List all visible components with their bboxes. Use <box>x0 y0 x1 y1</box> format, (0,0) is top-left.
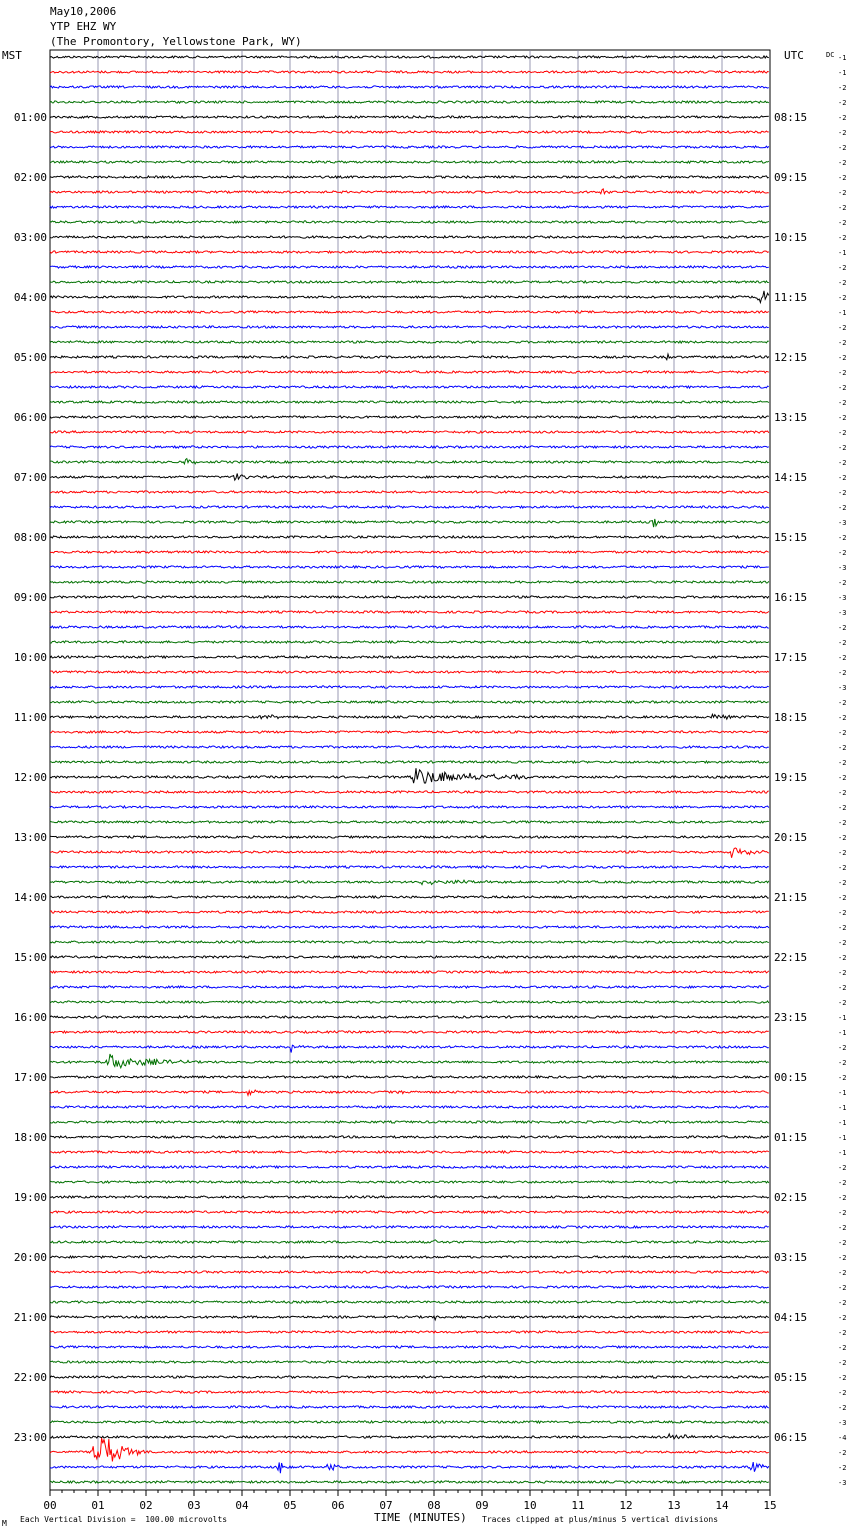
dc-offset-label: -2 <box>838 1044 847 1052</box>
right-hour-label: 04:15 <box>774 1311 808 1324</box>
left-hour-label: 14:00 <box>13 891 47 904</box>
dc-offset-label: -2 <box>838 639 847 647</box>
seismic-trace <box>50 291 769 303</box>
dc-offset-label: -2 <box>838 759 847 767</box>
dc-offset-label: -2 <box>838 1344 847 1352</box>
seismic-trace <box>50 1434 769 1439</box>
right-hour-label: 09:15 <box>774 171 808 184</box>
seismic-trace <box>50 1301 769 1303</box>
seismic-trace <box>50 1376 769 1378</box>
dc-offset-label: -1 <box>838 1149 847 1157</box>
seismic-trace <box>50 926 769 928</box>
dc-offset-label: -2 <box>838 399 847 407</box>
x-tick-label: 07 <box>379 1499 393 1512</box>
seismic-trace <box>50 176 769 178</box>
dc-offset-label: -2 <box>838 1314 847 1322</box>
left-hour-label: 06:00 <box>13 411 47 424</box>
seismic-trace <box>50 86 769 88</box>
left-hour-label: 13:00 <box>13 831 47 844</box>
seismic-trace <box>50 506 769 508</box>
left-hour-label: 07:00 <box>13 471 47 484</box>
dc-offset-label: -2 <box>838 1284 847 1292</box>
right-hour-label: 22:15 <box>774 951 808 964</box>
dc-offset-label: -2 <box>838 1224 847 1232</box>
dc-offset-label: -2 <box>838 429 847 437</box>
seismic-trace <box>50 848 769 858</box>
dc-offset-label: -2 <box>838 99 847 107</box>
seismic-trace <box>50 686 769 688</box>
dc-offset-label: -2 <box>838 879 847 887</box>
dc-offset-label: -2 <box>838 1359 847 1367</box>
dc-offset-label: -2 <box>838 1449 847 1457</box>
seismic-trace <box>50 146 769 148</box>
seismic-trace <box>50 311 769 313</box>
seismic-trace <box>50 56 769 58</box>
dc-offset-label: -2 <box>838 1404 847 1412</box>
dc-offset-label: -2 <box>838 819 847 827</box>
seismic-trace <box>50 386 769 388</box>
seismic-trace <box>50 701 769 703</box>
seismic-trace <box>50 536 769 538</box>
seismic-trace <box>50 116 769 118</box>
left-timezone: MST <box>2 49 22 62</box>
left-hour-label: 11:00 <box>13 711 47 724</box>
seismic-trace <box>50 806 769 808</box>
dc-offset-label: -1 <box>838 69 847 77</box>
seismic-trace <box>50 1045 769 1052</box>
seismic-trace <box>50 611 769 613</box>
dc-offset-label: -4 <box>838 1434 847 1442</box>
right-hour-label: 20:15 <box>774 831 808 844</box>
left-hour-label: 18:00 <box>13 1131 47 1144</box>
seismic-trace <box>50 401 769 403</box>
left-hour-label: 17:00 <box>13 1071 47 1084</box>
left-hour-label: 05:00 <box>13 351 47 364</box>
dc-offset-label: -2 <box>838 279 847 287</box>
right-hour-label: 23:15 <box>774 1011 808 1024</box>
seismic-trace <box>50 1181 769 1183</box>
station-code: YTP EHZ WY <box>50 20 117 33</box>
dc-offset-label: -2 <box>838 294 847 302</box>
dc-offset-label: -2 <box>838 744 847 752</box>
seismic-trace <box>50 1031 769 1033</box>
seismic-trace <box>50 1211 769 1213</box>
seismic-trace <box>50 474 769 481</box>
seismic-trace <box>50 1054 769 1068</box>
dc-offset-label: -2 <box>838 654 847 662</box>
dc-offset-label: -2 <box>838 219 847 227</box>
dc-offset-label: -2 <box>838 1254 847 1262</box>
seismic-trace <box>50 596 769 598</box>
seismic-trace <box>50 371 769 373</box>
dc-offset-label: -2 <box>838 339 847 347</box>
seismic-trace <box>50 491 769 493</box>
dc-offset-label: -2 <box>838 714 847 722</box>
scale-note: Each Vertical Division = 100.00 microvolts <box>20 1515 228 1524</box>
dc-offset-label: -1 <box>838 1014 847 1022</box>
right-hour-label: 08:15 <box>774 111 808 124</box>
dc-offset-label: -2 <box>838 354 847 362</box>
seismic-trace <box>50 566 769 568</box>
seismic-trace <box>50 101 769 103</box>
left-hour-label: 09:00 <box>13 591 47 604</box>
left-hour-label: 08:00 <box>13 531 47 544</box>
dc-offset-label: -2 <box>838 834 847 842</box>
dc-offset-label: -2 <box>838 774 847 782</box>
left-hour-label: 23:00 <box>13 1431 47 1444</box>
dc-offset-label: -1 <box>838 1089 847 1097</box>
seismic-trace <box>50 326 769 328</box>
seismic-trace <box>50 731 769 733</box>
dc-offset-label: -2 <box>838 1329 847 1337</box>
dc-offset-label: -2 <box>838 174 847 182</box>
dc-offset-label: -2 <box>838 1164 847 1172</box>
seismic-trace <box>50 971 769 973</box>
x-tick-label: 02 <box>139 1499 153 1512</box>
seismic-trace <box>50 1240 769 1243</box>
dc-offset-label: -2 <box>838 414 847 422</box>
dc-offset-label: -2 <box>838 459 847 467</box>
seismic-trace <box>50 161 769 163</box>
dc-offset-label: -2 <box>838 624 847 632</box>
dc-offset-label: -3 <box>838 519 847 527</box>
dc-offset-label: -2 <box>838 534 847 542</box>
plot-frame <box>50 50 770 1490</box>
dc-offset-label: -2 <box>838 1374 847 1382</box>
dc-offset-label: -2 <box>838 504 847 512</box>
seismic-trace <box>50 1001 769 1003</box>
seismic-trace <box>50 1286 769 1288</box>
seismic-trace <box>50 941 769 943</box>
seismic-trace <box>50 1106 769 1108</box>
x-tick-label: 12 <box>619 1499 633 1512</box>
x-tick-label: 15 <box>763 1499 777 1512</box>
seismic-trace <box>50 1331 769 1333</box>
left-hour-label: 21:00 <box>13 1311 47 1324</box>
seismic-trace <box>50 791 769 793</box>
dc-offset-label: -2 <box>838 384 847 392</box>
dc-offset-label: -2 <box>838 864 847 872</box>
x-tick-label: 06 <box>331 1499 345 1512</box>
seismic-trace <box>50 236 769 238</box>
right-hour-label: 13:15 <box>774 411 808 424</box>
dc-offset-label: -2 <box>838 204 847 212</box>
seismic-trace <box>50 1016 769 1018</box>
dc-offset-label: -3 <box>838 1419 847 1427</box>
seismic-trace <box>50 519 769 527</box>
seismic-trace <box>50 131 769 133</box>
seismic-trace <box>50 1316 769 1320</box>
dc-offset-label: -2 <box>838 669 847 677</box>
seismic-trace <box>50 266 769 268</box>
dc-label: DC <box>826 51 835 59</box>
right-timezone: UTC <box>784 49 804 62</box>
record-date: May10,2006 <box>50 5 117 18</box>
x-tick-label: 03 <box>187 1499 201 1512</box>
left-hour-label: 01:00 <box>13 111 47 124</box>
seismic-trace <box>50 354 769 360</box>
seismic-trace <box>50 1136 769 1138</box>
seismic-trace <box>50 221 769 223</box>
seismic-trace <box>50 581 769 583</box>
right-hour-label: 18:15 <box>774 711 808 724</box>
seismic-trace <box>50 956 769 958</box>
x-tick-label: 10 <box>523 1499 537 1512</box>
seismic-trace <box>50 911 769 913</box>
dc-offset-label: -2 <box>838 1464 847 1472</box>
left-hour-label: 19:00 <box>13 1191 47 1204</box>
dc-offset-label: -2 <box>838 1389 847 1397</box>
right-hour-label: 21:15 <box>774 891 808 904</box>
dc-offset-label: -2 <box>838 549 847 557</box>
right-hour-label: 15:15 <box>774 531 808 544</box>
x-tick-label: 09 <box>475 1499 489 1512</box>
seismic-trace <box>50 626 769 628</box>
x-tick-label: 14 <box>715 1499 729 1512</box>
dc-offset-label: -2 <box>838 159 847 167</box>
seismic-trace <box>50 431 769 433</box>
right-hour-label: 11:15 <box>774 291 808 304</box>
seismic-trace <box>50 866 769 868</box>
dc-offset-label: -2 <box>838 579 847 587</box>
right-hour-label: 06:15 <box>774 1431 808 1444</box>
seismic-trace <box>50 416 769 418</box>
seismic-trace <box>50 821 769 823</box>
dc-offset-label: -1 <box>838 1104 847 1112</box>
dc-offset-label: -3 <box>838 594 847 602</box>
left-hour-label: 20:00 <box>13 1251 47 1264</box>
dc-offset-label: -2 <box>838 984 847 992</box>
dc-offset-label: -2 <box>838 1074 847 1082</box>
right-hour-label: 16:15 <box>774 591 808 604</box>
seismic-trace <box>50 1271 769 1273</box>
seismic-trace <box>50 1462 769 1473</box>
seismic-trace <box>50 1166 769 1168</box>
dc-offset-label: -2 <box>838 1299 847 1307</box>
dc-offset-label: -2 <box>838 474 847 482</box>
seismic-trace <box>50 836 769 838</box>
seismic-trace <box>50 641 769 643</box>
seismic-trace <box>50 746 769 748</box>
dc-offset-label: -2 <box>838 999 847 1007</box>
seismic-trace <box>50 1406 769 1408</box>
right-hour-label: 05:15 <box>774 1371 808 1384</box>
dc-offset-label: -1 <box>838 54 847 62</box>
left-hour-label: 10:00 <box>13 651 47 664</box>
seismic-trace <box>50 1076 769 1078</box>
right-hour-label: 19:15 <box>774 771 808 784</box>
dc-offset-label: -2 <box>838 489 847 497</box>
dc-offset-label: -2 <box>838 444 847 452</box>
seismic-trace <box>50 1256 769 1258</box>
seismic-trace <box>50 206 769 208</box>
dc-offset-label: -2 <box>838 264 847 272</box>
seismic-trace <box>50 1151 769 1153</box>
right-hour-label: 01:15 <box>774 1131 808 1144</box>
dc-offset-label: -2 <box>838 924 847 932</box>
x-tick-label: 05 <box>283 1499 297 1512</box>
corner-mark: M <box>2 1519 7 1528</box>
seismic-trace <box>50 986 769 988</box>
dc-offset-label: -2 <box>838 369 847 377</box>
seismic-trace <box>50 71 769 73</box>
left-hour-label: 15:00 <box>13 951 47 964</box>
seismic-trace <box>50 251 769 253</box>
dc-offset-label: -2 <box>838 699 847 707</box>
seismic-trace <box>50 1196 769 1198</box>
seismic-trace <box>50 189 769 194</box>
left-hour-label: 16:00 <box>13 1011 47 1024</box>
dc-offset-label: -2 <box>838 189 847 197</box>
dc-offset-label: -2 <box>838 954 847 962</box>
dc-offset-label: -3 <box>838 1479 847 1487</box>
dc-offset-label: -1 <box>838 1029 847 1037</box>
dc-offset-label: -1 <box>838 249 847 257</box>
dc-offset-label: -3 <box>838 684 847 692</box>
station-location: (The Promontory, Yellowstone Park, WY) <box>50 35 302 48</box>
right-hour-label: 17:15 <box>774 651 808 664</box>
dc-offset-label: -2 <box>838 129 847 137</box>
seismic-trace <box>50 671 769 673</box>
dc-offset-label: -2 <box>838 1239 847 1247</box>
left-hour-label: 03:00 <box>13 231 47 244</box>
x-tick-label: 01 <box>91 1499 105 1512</box>
seismic-trace <box>50 880 769 884</box>
dc-offset-label: -3 <box>838 609 847 617</box>
left-hour-label: 22:00 <box>13 1371 47 1384</box>
seismic-trace <box>50 281 769 283</box>
dc-offset-label: -3 <box>838 564 847 572</box>
seismic-trace <box>50 1090 769 1095</box>
seismic-trace <box>50 551 769 553</box>
dc-offset-label: -1 <box>838 309 847 317</box>
dc-offset-label: -1 <box>838 1119 847 1127</box>
right-hour-label: 03:15 <box>774 1251 808 1264</box>
left-hour-label: 12:00 <box>13 771 47 784</box>
dc-offset-label: -2 <box>838 1194 847 1202</box>
seismic-trace <box>50 1346 769 1348</box>
dc-offset-label: -2 <box>838 894 847 902</box>
dc-offset-label: -2 <box>838 144 847 152</box>
seismic-trace <box>50 1361 769 1363</box>
dc-offset-label: -2 <box>838 804 847 812</box>
right-hour-label: 02:15 <box>774 1191 808 1204</box>
dc-offset-label: -2 <box>838 1269 847 1277</box>
x-tick-label: 04 <box>235 1499 249 1512</box>
seismic-trace <box>50 1421 769 1423</box>
dc-offset-label: -2 <box>838 1059 847 1067</box>
left-hour-label: 02:00 <box>13 171 47 184</box>
dc-offset-label: -2 <box>838 1179 847 1187</box>
dc-offset-label: -2 <box>838 234 847 242</box>
dc-offset-label: -2 <box>838 84 847 92</box>
right-hour-label: 00:15 <box>774 1071 808 1084</box>
seismic-trace <box>50 1481 769 1483</box>
dc-offset-label: -1 <box>838 1134 847 1142</box>
x-axis-label: TIME (MINUTES) <box>374 1511 467 1524</box>
dc-offset-label: -2 <box>838 729 847 737</box>
seismic-trace <box>50 446 769 448</box>
dc-offset-label: -2 <box>838 969 847 977</box>
seismic-trace <box>50 656 769 658</box>
clip-note: Traces clipped at plus/minus 5 vertical divisions <box>482 1515 719 1524</box>
right-hour-label: 14:15 <box>774 471 808 484</box>
left-hour-label: 04:00 <box>13 291 47 304</box>
x-tick-label: 11 <box>571 1499 585 1512</box>
seismic-trace <box>50 1391 769 1393</box>
x-tick-label: 00 <box>43 1499 57 1512</box>
seismic-trace <box>50 1438 769 1461</box>
dc-offset-label: -2 <box>838 939 847 947</box>
seismic-trace <box>50 714 769 719</box>
x-tick-label: 08 <box>427 1499 441 1512</box>
seismic-trace <box>50 1121 769 1123</box>
seismic-trace <box>50 896 769 898</box>
dc-offset-label: -2 <box>838 1209 847 1217</box>
seismic-trace <box>50 761 769 763</box>
right-hour-label: 10:15 <box>774 231 808 244</box>
right-hour-label: 12:15 <box>774 351 808 364</box>
x-tick-label: 13 <box>667 1499 681 1512</box>
seismic-trace <box>50 1226 769 1228</box>
seismic-trace <box>50 341 769 343</box>
dc-offset-label: -2 <box>838 909 847 917</box>
dc-offset-label: -2 <box>838 849 847 857</box>
seismic-trace <box>50 768 769 783</box>
dc-offset-label: -2 <box>838 324 847 332</box>
seismic-trace <box>50 459 769 464</box>
dc-offset-label: -2 <box>838 114 847 122</box>
dc-offset-label: -2 <box>838 789 847 797</box>
